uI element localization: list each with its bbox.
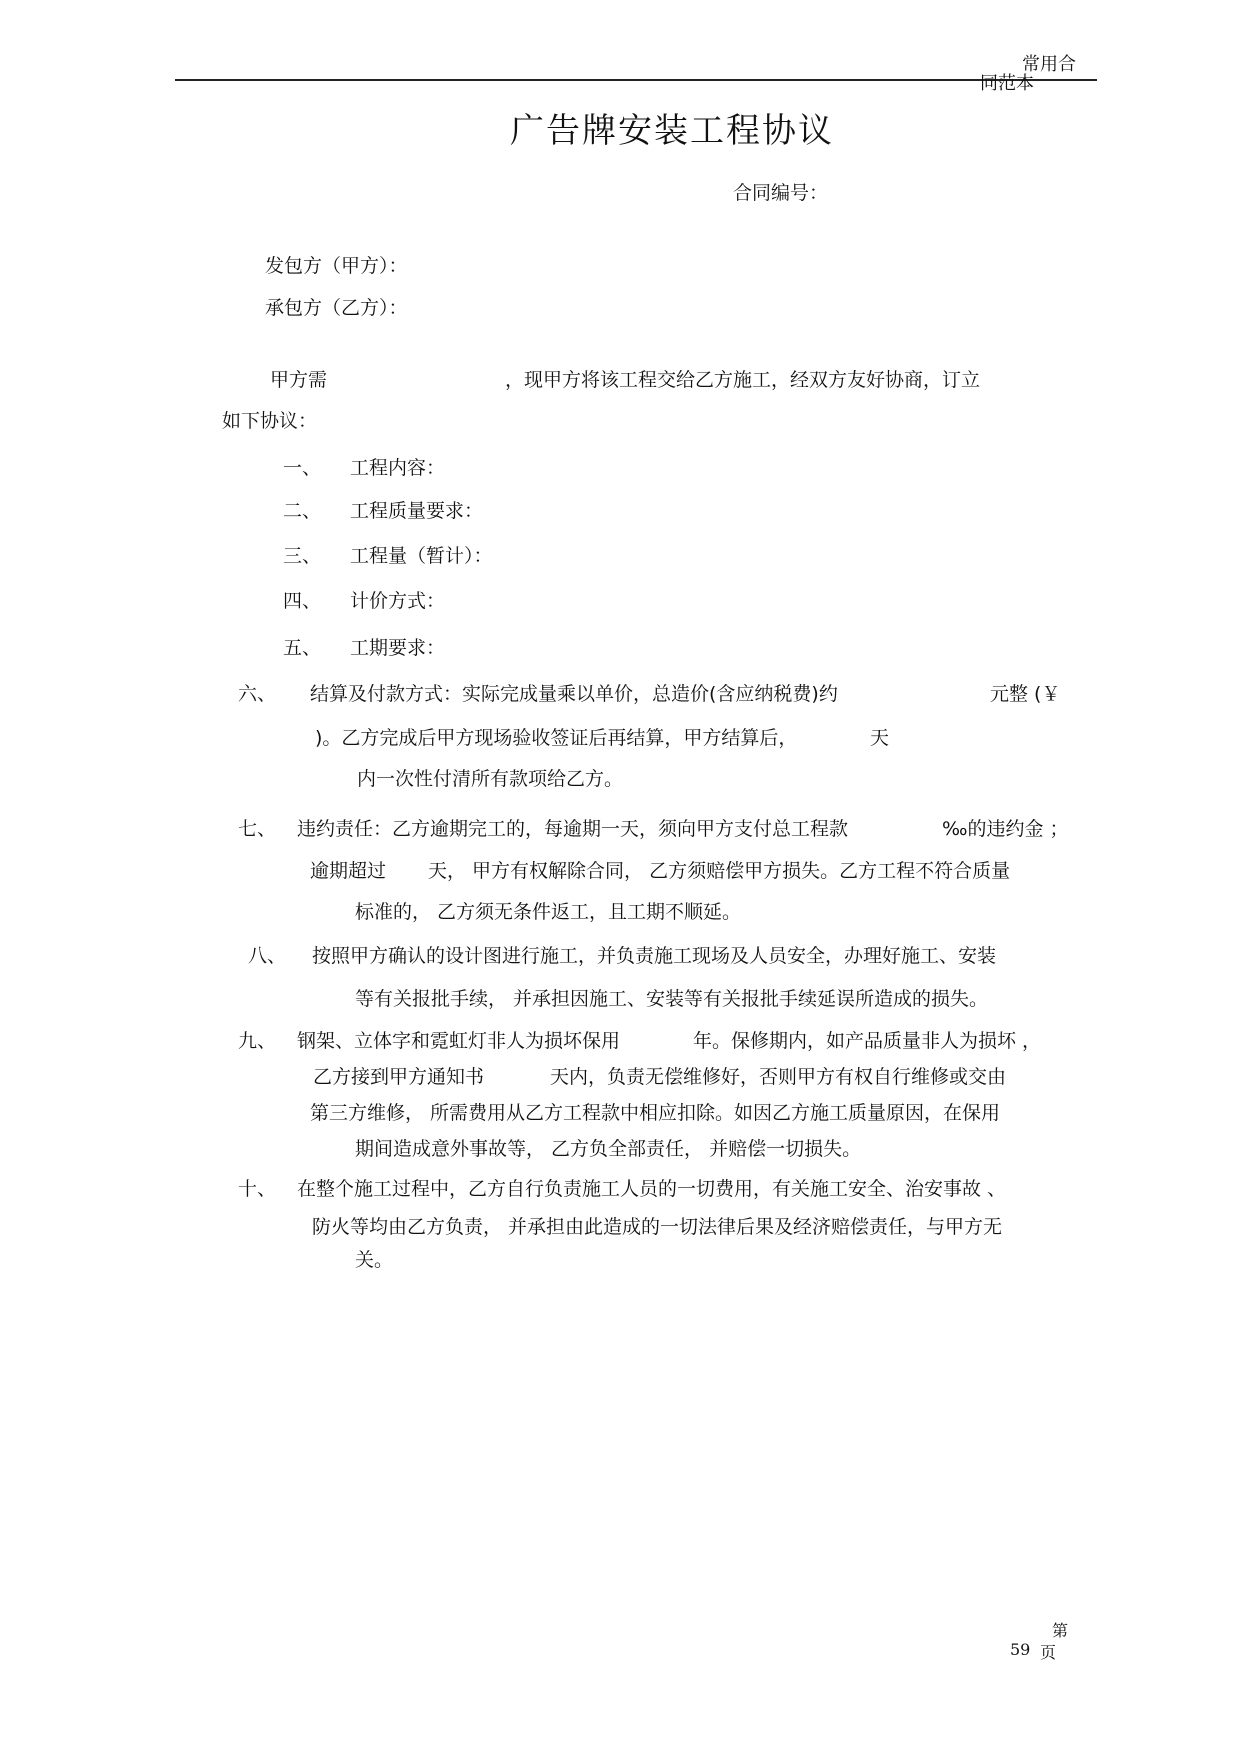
- item-1-number: 一、: [283, 457, 322, 479]
- clause-7-line1b: ‰的违约金 ；: [942, 818, 1069, 840]
- header-rule: [175, 79, 1097, 81]
- item-1-text: 工程内容：: [350, 457, 446, 479]
- item-3-number: 三、: [283, 545, 322, 567]
- clause-9-line4: 期间造成意外事故等， 乙方负全部责任， 并赔偿一切损失。: [355, 1138, 862, 1160]
- intro-line2: 如下协议：: [222, 410, 318, 432]
- intro-part2: ，现甲方将该工程交给乙方施工，经双方友好协商，订立: [505, 369, 981, 391]
- clause-7-line2a: 逾期超过: [310, 860, 387, 882]
- item-4-number: 四、: [283, 590, 322, 612]
- footer-di: 第: [1052, 1621, 1069, 1640]
- party-a-label: 发包方（甲方）：: [265, 255, 408, 277]
- clause-8-line1: 按照甲方确认的设计图进行施工，并负责施工现场及人员安全，办理好施工、安装: [312, 945, 997, 967]
- footer-ye: 页: [1040, 1643, 1057, 1662]
- clause-9-line1b: 年。保修期内，如产品质量非人为损坏 ，: [693, 1030, 1042, 1052]
- clause-7-line3: 标准的， 乙方须无条件返工，且工期不顺延。: [355, 901, 742, 923]
- clause-9-line1a: 钢架、立体字和霓虹灯非人为损坏保用: [297, 1030, 621, 1052]
- header-label-line2: 同范本: [980, 73, 1034, 94]
- clause-7-line2b: 天， 甲方有权解除合同， 乙方须赔偿甲方损失。乙方工程不符合质量: [428, 860, 1011, 882]
- clause-6-line3: 内一次性付清所有款项给乙方。: [357, 768, 624, 790]
- clause-9-line2b: 天内，负责无偿维修好，否则甲方有权自行维修或交由: [550, 1066, 1007, 1088]
- contract-number-label: 合同编号：: [733, 182, 829, 204]
- clause-6-line1b: 元整 (￥: [990, 683, 1061, 705]
- footer-page-number: 59: [1010, 1640, 1031, 1659]
- clause-6-number: 六、: [238, 683, 277, 705]
- item-2-text: 工程质量要求：: [350, 500, 484, 522]
- clause-6-line1a: 结算及付款方式：实际完成量乘以单价，总造价(含应纳税费)约: [310, 683, 838, 705]
- clause-8-number: 八、: [248, 945, 287, 967]
- clause-10-line3: 关。: [355, 1249, 394, 1271]
- clause-9-line3: 第三方维修， 所需费用从乙方工程款中相应扣除。如因乙方施工质量原因，在保用: [310, 1102, 1001, 1124]
- clause-9-number: 九、: [238, 1030, 277, 1052]
- clause-7-number: 七、: [238, 818, 277, 840]
- item-5-number: 五、: [283, 637, 322, 659]
- clause-10-line1: 在整个施工过程中，乙方自行负责施工人员的一切费用，有关施工安全、治安事故 、: [297, 1178, 1007, 1200]
- item-4-text: 计价方式：: [350, 590, 446, 612]
- clause-6-line2b: 天: [870, 727, 890, 749]
- clause-9-line2a: 乙方接到甲方通知书: [313, 1066, 485, 1088]
- item-3-text: 工程量（暂计）：: [350, 545, 493, 567]
- clause-10-line2: 防火等均由乙方负责， 并承担由此造成的一切法律后果及经济赔偿责任，与甲方无: [312, 1216, 1003, 1238]
- clause-6-line2a: )。乙方完成后甲方现场验收签证后再结算，甲方结算后，: [315, 727, 798, 749]
- document-title: 广告牌安装工程协议: [510, 111, 834, 151]
- clause-10-number: 十、: [238, 1178, 277, 1200]
- intro-part1: 甲方需: [270, 369, 328, 391]
- header-label-line1: 常用合: [1022, 54, 1076, 75]
- item-2-number: 二、: [283, 500, 322, 522]
- party-b-label: 承包方（乙方）：: [265, 297, 408, 319]
- item-5-text: 工期要求：: [350, 637, 446, 659]
- clause-7-line1a: 违约责任：乙方逾期完工的，每逾期一天，须向甲方支付总工程款: [297, 818, 849, 840]
- clause-8-line2: 等有关报批手续， 并承担因施工、安装等有关报批手续延误所造成的损失。: [355, 988, 989, 1010]
